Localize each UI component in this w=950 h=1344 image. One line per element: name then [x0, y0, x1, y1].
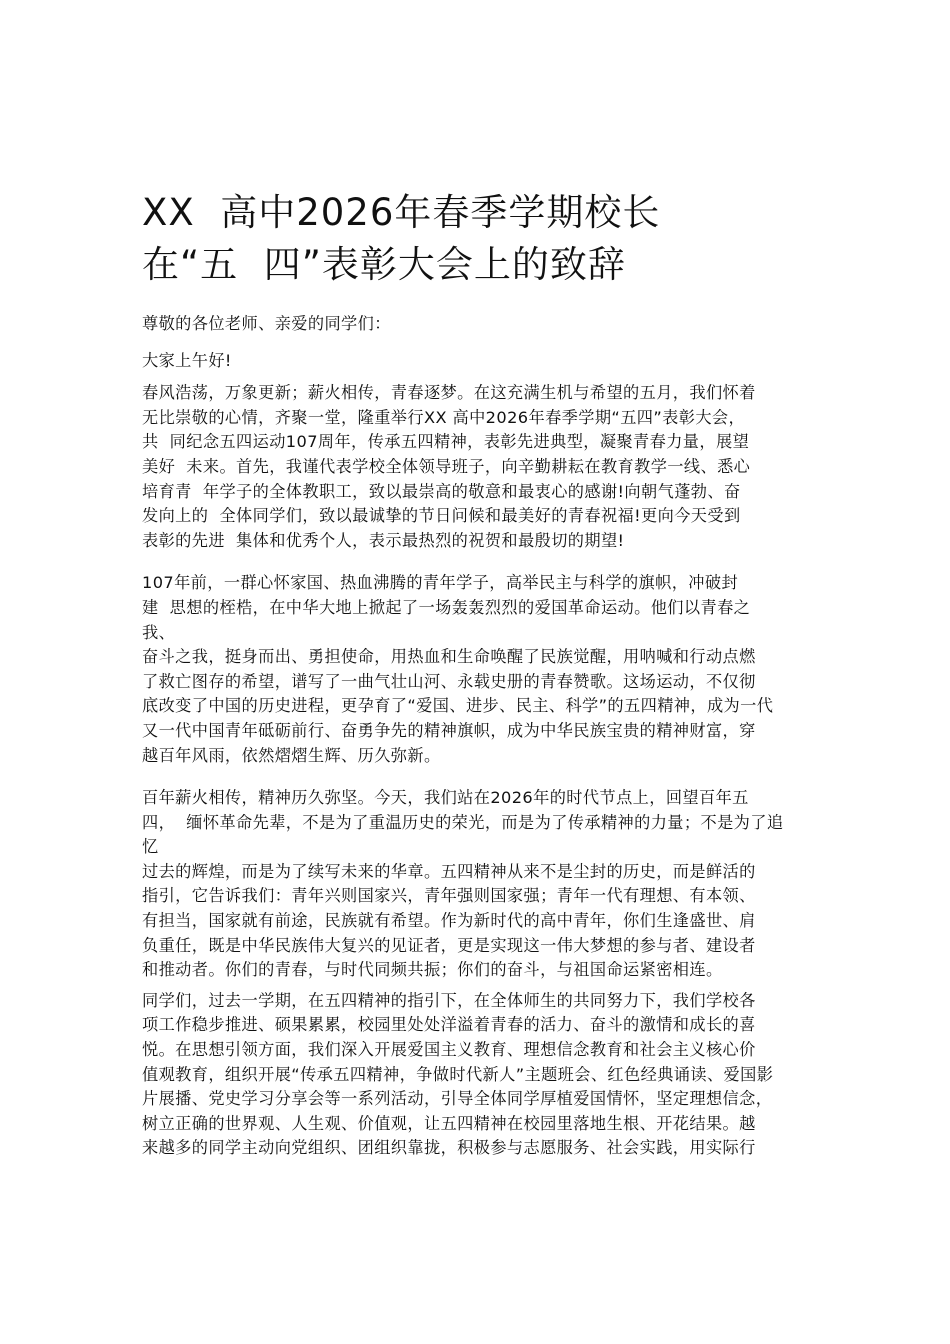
- paragraph-line: 项工作稳步推进、硕果累累，校园里处处洋溢着青春的活力、奋斗的激情和成长的喜: [142, 1015, 756, 1035]
- paragraph-line: 和推动者。你们的青春，与时代同频共振；你们的奋斗，与祖国命运紧密相连。: [142, 960, 723, 980]
- paragraph-line: 107年前，一群心怀家国、热血沸腾的青年学子，高举民主与科学的旗帜，冲破封: [142, 573, 739, 593]
- title-line-1: XX 高中2026年春季学期校长: [142, 190, 661, 234]
- paragraph-line: 越百年风雨，依然熠熠生辉、历久弥新。: [142, 745, 441, 765]
- paragraph-line: 发向上的 全体同学们，致以最诚挚的节日问候和最美好的青春祝福!更向今天受到: [142, 506, 741, 526]
- paragraph-line: 又一代中国青年砥砺前行、奋勇争先的精神旗帜，成为中华民族宝贵的精神财富，穿: [142, 720, 756, 740]
- paragraph-line: 无比崇敬的心情，齐聚一堂，隆重举行XX 高中2026年春季学期“五四”表彰大会，: [142, 407, 746, 427]
- paragraph-line: 百年薪火相传，精神历久弥坚。今天，我们站在2026年的时代节点上，回望百年五: [142, 788, 749, 808]
- paragraph-line: 树立正确的世界观、人生观、价值观，让五四精神在校园里落地生根、开花结果。越: [142, 1113, 756, 1133]
- paragraph-line: 我、: [142, 622, 176, 642]
- paragraph-1: [142, 381, 822, 553]
- paragraph-2: [142, 571, 822, 768]
- greeting: 大家上午好!: [142, 350, 232, 370]
- paragraph-line: 春风浩荡，万象更新；薪火相传，青春逐梦。在这充满生机与希望的五月，我们怀着: [142, 383, 756, 403]
- paragraph-4: [142, 989, 822, 1161]
- paragraph-line: 有担当，国家就有前途，民族就有希望。作为新时代的高中青年，你们生逢盛世、肩: [142, 911, 756, 931]
- paragraph-3: [142, 786, 822, 983]
- paragraph-line: 建 思想的桎梏，在中华大地上掀起了一场轰轰烈烈的爱国革命运动。他们以青春之: [142, 597, 751, 617]
- paragraph-line: 过去的辉煌，而是为了续写未来的华章。五四精神从来不是尘封的历史，而是鲜活的: [142, 861, 756, 881]
- paragraph-line: 来越多的同学主动向党组织、团组织靠拢，积极参与志愿服务、社会实践，用实际行: [142, 1138, 756, 1158]
- paragraph-line: 了救亡图存的希望，谱写了一曲气壮山河、永载史册的青春赞歌。这场运动，不仅彻: [142, 671, 756, 691]
- speech-paragraphs: [142, 381, 822, 1161]
- paragraph-line: 同学们，过去一学期，在五四精神的指引下，在全体师生的共同努力下，我们学校各: [142, 990, 756, 1010]
- paragraph-line: 忆: [142, 837, 159, 857]
- document-title: [142, 187, 842, 291]
- paragraph-line: 片展播、党史学习分享会等一系列活动，引导全体同学厚植爱国情怀，坚定理想信念，: [142, 1089, 773, 1109]
- title-line-2: 在“五 四”表彰大会上的致辞: [142, 242, 626, 286]
- paragraph-line: 美好 未来。首先，我谨代表学校全体领导班子，向辛勤耕耘在教育教学一线、悉心: [142, 456, 751, 476]
- paragraph-line: 培育青 年学子的全体教职工，致以最崇高的敬意和最衷心的感谢!向朝气蓬勃、奋: [142, 481, 741, 501]
- paragraph-line: 指引，它告诉我们：青年兴则国家兴，青年强则国家强；青年一代有理想、有本领、: [142, 886, 756, 906]
- paragraph-line: 悦。在思想引领方面，我们深入开展爱国主义教育、理想信念教育和社会主义核心价: [142, 1040, 756, 1060]
- document-body: [142, 312, 822, 1161]
- salutation: 尊敬的各位老师、亲爱的同学们：: [142, 314, 391, 333]
- paragraph-line: 四， 缅怀革命先辈，不是为了重温历史的荣光，而是为了传承精神的力量；不是为了追: [142, 812, 784, 832]
- paragraph-line: 表彰的先进 集体和优秀个人，表示最热烈的祝贺和最殷切的期望!: [142, 530, 625, 550]
- paragraph-line: 底改变了中国的历史进程，更孕育了“爱国、进步、民主、科学”的五四精神，成为一代: [142, 696, 774, 716]
- paragraph-line: 共 同纪念五四运动107周年，传承五四精神，表彰先进典型，凝聚青春力量，展望: [142, 432, 750, 452]
- paragraph-line: 奋斗之我，挺身而出、勇担使命，用热血和生命唤醒了民族觉醒，用呐喊和行动点燃: [142, 647, 756, 667]
- paragraph-line: 值观教育，组织开展“传承五四精神，争做时代新人”主题班会、红色经典诵读、爱国影: [142, 1064, 774, 1084]
- paragraph-line: 负重任，既是中华民族伟大复兴的见证者，更是实现这一伟大梦想的参与者、建设者: [142, 935, 756, 955]
